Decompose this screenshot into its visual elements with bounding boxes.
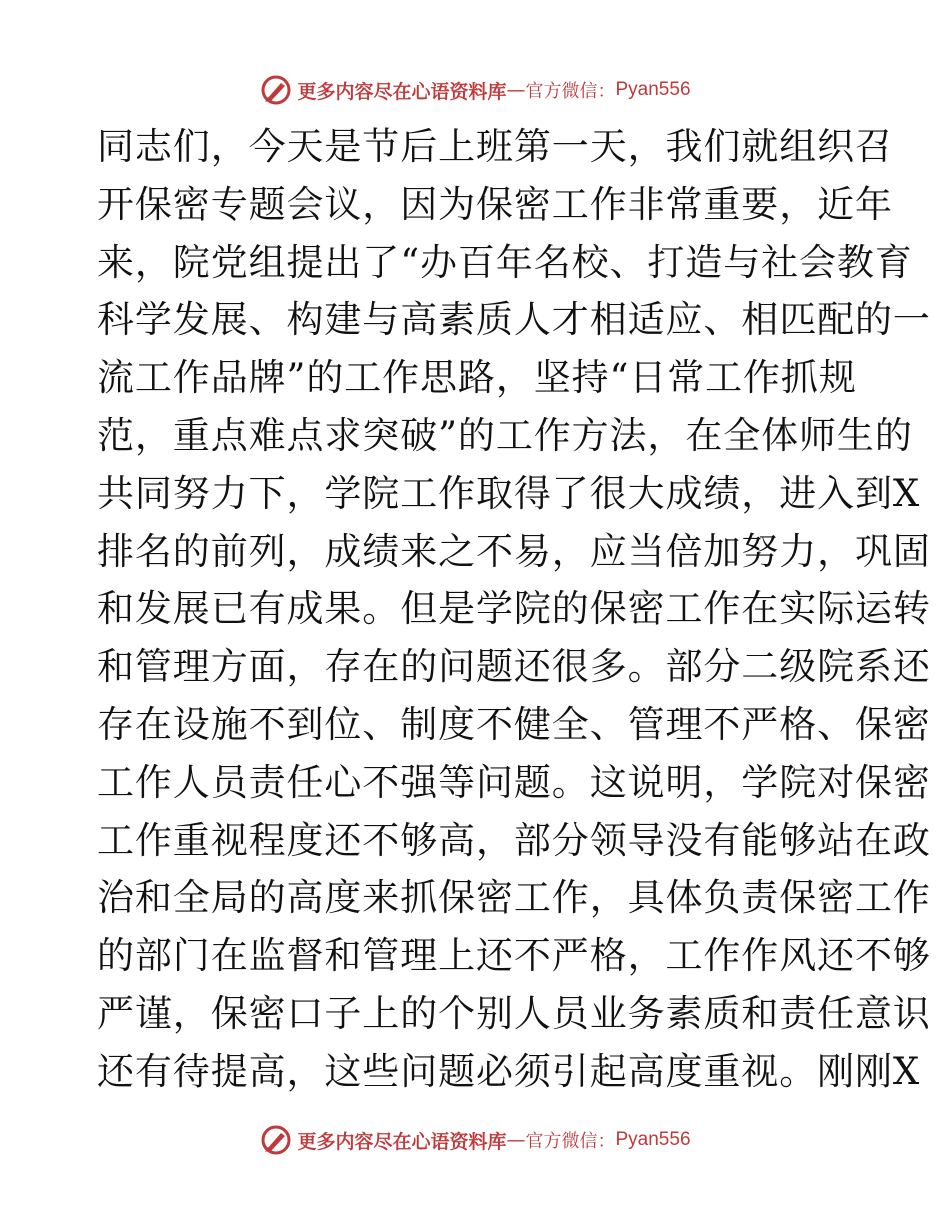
body-line: 的部门在监督和管理上还不严格，工作作风还不够	[97, 934, 931, 978]
body-line: 共同努力下，学院工作取得了很大成绩，进入到X	[97, 471, 921, 515]
footer-banner-wechat-label: 官方微信：	[525, 1131, 616, 1152]
body-line: 工作重视程度还不够高，部分领导没有能够站在政	[97, 818, 931, 862]
pen-logo-icon	[259, 73, 293, 107]
body-line: 和管理方面，存在的问题还很多。部分二级院系还	[97, 645, 931, 689]
body-line: 严谨，保密口子上的个别人员业务素质和责任意识	[97, 991, 931, 1035]
body-line: 来，院党组提出了“办百年名校、打造与社会教育	[97, 240, 913, 284]
body-line: 排名的前列，成绩来之不易，应当倍加努力，巩固	[97, 529, 931, 573]
header-banner-title: 更多内容尽在心语资料库	[297, 80, 507, 103]
body-line: 开保密专题会议，因为保密工作非常重要，近年	[97, 182, 893, 226]
body-line: 工作人员责任心不强等问题。这说明，学院对保密	[97, 760, 931, 804]
footer-banner-title: 更多内容尽在心语资料库	[297, 1130, 507, 1153]
body-line: 科学发展、构建与高素质人才相适应、相匹配的一	[97, 298, 931, 342]
body-line: 治和全局的高度来抓保密工作，具体负责保密工作	[97, 876, 931, 920]
footer-banner-dash: —	[506, 1129, 526, 1151]
document-body	[97, 118, 931, 1101]
body-line: 同志们，今天是节后上班第一天，我们就组织召	[97, 125, 893, 168]
header-banner-wechat-id: Pyan556	[615, 79, 691, 100]
footer-banner	[0, 1120, 950, 1160]
pen-logo-icon	[259, 1123, 293, 1157]
body-line: 还有待提高，这些问题必须引起高度重视。刚刚X	[97, 1049, 921, 1093]
body-line: 和发展已有成果。但是学院的保密工作在实际运转	[97, 587, 931, 631]
body-line: 流工作品牌”的工作思路，坚持“日常工作抓规	[97, 356, 857, 400]
header-banner-wechat-label: 官方微信：	[525, 81, 616, 102]
body-line: 范，重点难点求突破”的工作方法，在全体师生的	[97, 413, 913, 457]
footer-banner-wechat-id: Pyan556	[615, 1129, 691, 1150]
header-banner-dash: —	[506, 79, 526, 101]
header-banner	[0, 70, 950, 110]
body-line: 存在设施不到位、制度不健全、管理不严格、保密	[97, 702, 931, 746]
